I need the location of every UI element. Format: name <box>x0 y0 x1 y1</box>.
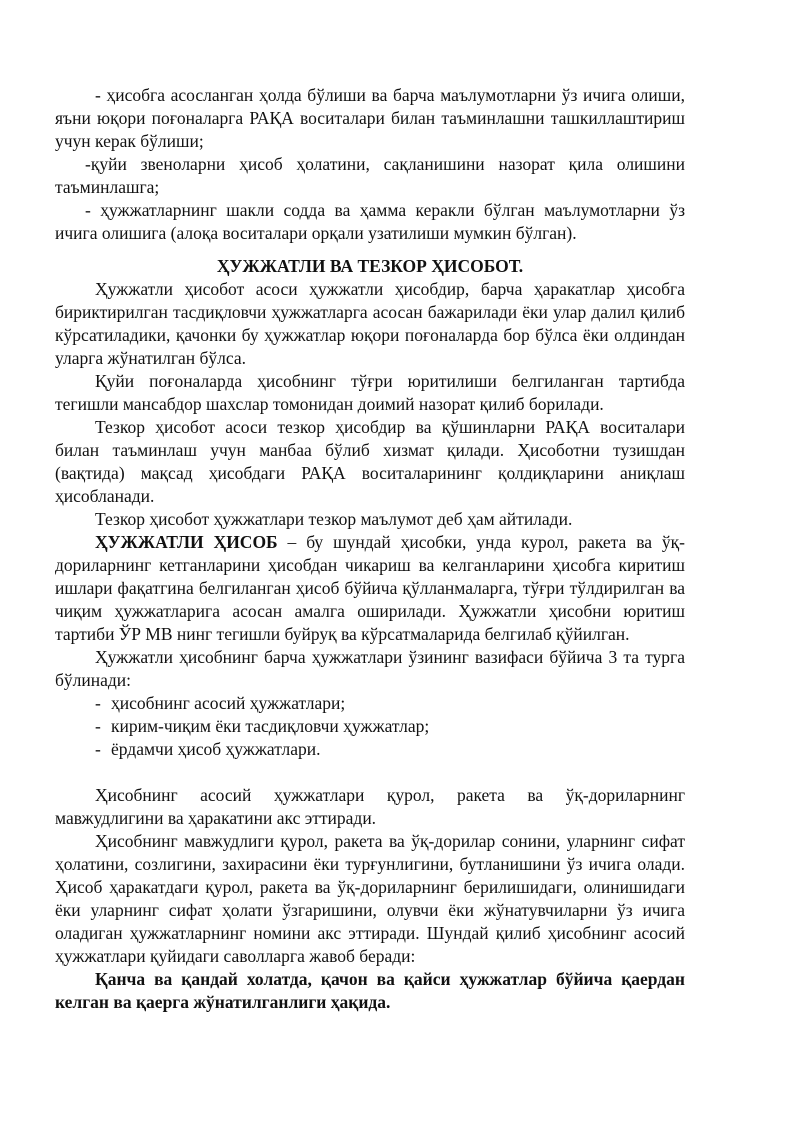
list-item <box>55 692 685 715</box>
paragraph-availability: Ҳисобнинг мавжудлиги қурол, ракета ва ўқ-дорилар сонини, уларнинг сифат ҳолатини, созлигини, захирасини ёки турғунлигини, бутланишини ўз ичига олади. Ҳисоб ҳаракатдаги қурол, ракета ва ўқ-дориларнинг берилишидаги, олинишидаги ёки уларнинг сифат ҳолати ўзгаришини, олувчи ёки жўнатувчиларни ўз ичига оладиган ҳужжатларнинг номини акс эттиради. Шундай қилиб ҳисобнинг асосий ҳужжатлари қуйидаги саволларга жавоб беради: <box>55 831 685 966</box>
spacer <box>55 761 685 784</box>
paragraph-lower-levels: Қуйи поғоналарда ҳисобнинг тўғри юритилиши белгиланган тартибда тегишли мансабдор шахслар томонидан доимий назорат қилиб борилади. <box>55 371 685 414</box>
paragraph-documentary-accounting <box>55 531 685 646</box>
list-item-text: ёрдамчи ҳисоб ҳужжатлари. <box>111 739 321 759</box>
document-page <box>55 84 685 1014</box>
section-heading: ҲУЖЖАТЛИ ВА ТЕЗКОР ҲИСОБОТ. <box>216 256 524 276</box>
paragraph-bold-question: Қанча ва қандай холатда, қачон ва қайси ҳужжатлар бўйича қаердан келган ва қаерга жўнатилганлиги ҳақида. <box>55 969 685 1012</box>
paragraph-doc-types: Ҳужжатли ҳисобнинг барча ҳужжатлари ўзининг вазифаси бўйича 3 та турга бўлинади: <box>55 647 685 690</box>
term-documentary-accounting: ҲУЖЖАТЛИ ҲИСОБ <box>95 532 278 552</box>
list-dash: - <box>95 716 101 736</box>
list-item-text: кирим-чиқим ёки тасдиқловчи ҳужжатлар; <box>111 716 430 736</box>
paragraph-intro-3: - ҳужжатларнинг шакли содда ва ҳамма керакли бўлган маълумотларни ўз ичига олишига (алоқа воситалари орқали узатилиши мумкин бўлган). <box>55 200 685 243</box>
list-item <box>55 715 685 738</box>
paragraph-main-docs: Ҳисобнинг асосий ҳужжатлари қурол, ракета ва ўқ-дориларнинг мавжудлигини ва ҳаракатини акс эттиради. <box>55 785 685 828</box>
list-dash: - <box>95 693 101 713</box>
doc-types-list <box>55 692 685 761</box>
list-item-text: ҳисобнинг асосий ҳужжатлари; <box>111 693 346 713</box>
paragraph-operational-docs: Тезкор ҳисобот ҳужжатлари тезкор маълумот деб ҳам айтилади. <box>95 509 573 529</box>
paragraph-intro-1: - ҳисобга асосланган ҳолда бўлиши ва барча маълумотларни ўз ичига олиши, яъни юқори поғоналарга РАҚА воситалари билан таъминлашни ташкиллаштириш учун керак бўлиши; <box>55 85 685 151</box>
list-dash: - <box>95 739 101 759</box>
paragraph-documentary-report: Ҳужжатли ҳисобот асоси ҳужжатли ҳисобдир, барча ҳаракатлар ҳисобга бириктирилган тасдиқловчи ҳужжатларга асосан бажарилади ёки улар далил қилиб кўрсатиладики, қачонки бу ҳужжатлар юқори поғоналарда бор бўлса ёки олдиндан уларга жўнатилган бўлса. <box>55 279 685 368</box>
list-item <box>55 738 685 761</box>
definition-text: – бу шундай ҳисобки, унда курол, ракета ва ўқ-дориларнинг кетганларини ҳисобдан чикариш ва келганларини ҳисобга киритиш ишлари фақатгина белгиланган ҳисоб бўйича қўлланмаларга, тўғри тўлдирилган ва чиқим ҳужжатларига асосан амалга оширилади. Ҳужжатли ҳисобни юритиш тартиби ЎР МВ нинг тегишли буйруқ ва кўрсатмаларида белгилаб қўйилган. <box>55 532 685 644</box>
paragraph-operational-report: Тезкор ҳисобот асоси тезкор ҳисобдир ва қўшинларни РАҚА воситалари билан таъминлаш учун манбаа бўлиб хизмат қилади. Ҳисоботни тузишдан (вақтида) мақсад ҳисобдаги РАҚА воситаларининг қолдиқларини аниқлаш ҳисобланади. <box>55 417 685 506</box>
paragraph-intro-2: -қуйи звеноларни ҳисоб ҳолатини, сақланишини назорат қила олишини таъминлашга; <box>55 154 685 197</box>
